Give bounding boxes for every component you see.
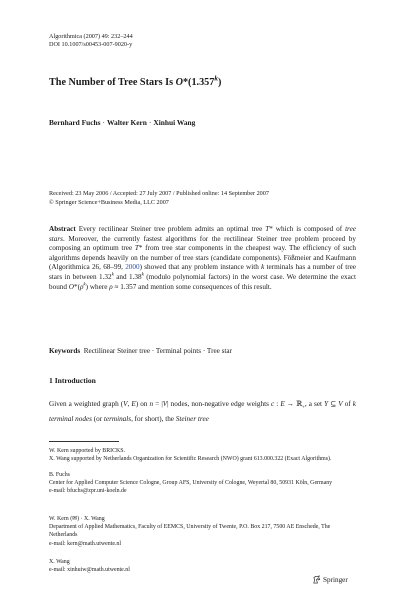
footnote-line: Center for Applied Computer Science Cologne, Group AFS, University of Cologne, Weyertal 80, 50931 Köln, Germany [49,480,333,487]
affiliation-kern-wang [49,515,359,548]
journal-citation: Algorithmica (2007) 49: 232–244 [49,33,133,40]
section-heading: 1 Introduction [49,376,96,385]
keywords-list: Rectilinear Steiner tree · Terminal points · Tree star [83,347,233,355]
paper-title: The Number of Tree Stars Is O*(1.357$^k$) [49,74,222,88]
author-list: Bernhard Fuchs · Walter Kern · Xinhui Wang [49,118,196,127]
footnote-line: W. Kern (✉) · X. Wang [49,516,105,522]
footnote-line: X. Wang supported by Netherlands Organization for Scientific Research (NWO) grant 613.000.322 (Exact Algorithms). [49,456,332,463]
received-line: Received: 23 May 2006 / Accepted: 27 July 2007 / Published online: 14 September 2007 [49,190,269,197]
keywords-label: Keywords [49,347,81,355]
author-name: Xinhui Wang [153,118,196,127]
introduction-text: Given a weighted graph (V, E) on n = |V| nodes, non-negative edge weights c : E → ℝ$_+$, a set Y ⊆ V of k terminal nodes (or terminals, for short), the Steiner tree [49,400,356,423]
author-name: Walter Kern [107,118,147,127]
footnote-line: B. Fuchs [49,472,70,478]
abstract: Abstract Every rectilinear Steiner tree problem admits an optimal tree T* which is composed of tree stars. Moreover, the currently fastest algorithms for the rectilinear Steiner tree problem proceed by composing an optimum tree T* from tree star components in the cheapest way. The efficiency of such algorithms depends heavily on the number of tree stars (candidate components). Fößmeier and Kaufmann (Algorithmica 26, 68–99, 2000) showed that any problem instance with k terminals has a number of tree stars in between 1.32$^k$ and 1.38$^k$ (modulo polynomial factors) in the worst case. We determine the exact bound $O*(\rho^k)$ where ρ ≈ 1.357 and mention some consequences of this result. [49,225,356,291]
publication-dates [49,190,359,207]
reference-link[interactable]: 2000 [125,263,140,272]
footnote-line: Department of Applied Mathematics, Faculty of EEMCS, University of Twente, P.O. Box 217, 7500 AE Enschede, The Netherlands [49,524,331,539]
email-link[interactable]: e-mail: kern@math.utwente.nl [49,540,121,547]
footnote-line: W. Kern supported by BRICKS. [49,448,126,454]
springer-horse-icon [312,575,321,584]
keywords [49,347,356,357]
doi: DOI 10.1007/s00453-007-9020-y [49,41,133,48]
author-name: Bernhard Fuchs [49,118,101,127]
journal-header [49,33,133,49]
email-link[interactable]: e-mail: xinhuiw@math.utwente.nl [49,567,130,574]
publisher-name: Springer [323,575,348,584]
abstract-label: Abstract [49,225,76,233]
footnote-divider [49,441,119,442]
footnote-line: X. Wang [49,559,70,565]
email-link[interactable]: e-mail: bfuchs@zpr.uni-koeln.de [49,488,127,495]
funding-footnote [49,447,359,463]
affiliation-wang [49,558,359,574]
publisher-logo [312,575,348,584]
affiliation-fuchs [49,471,359,496]
copyright-line: © Springer Science+Business Media, LLC 2007 [49,198,169,206]
